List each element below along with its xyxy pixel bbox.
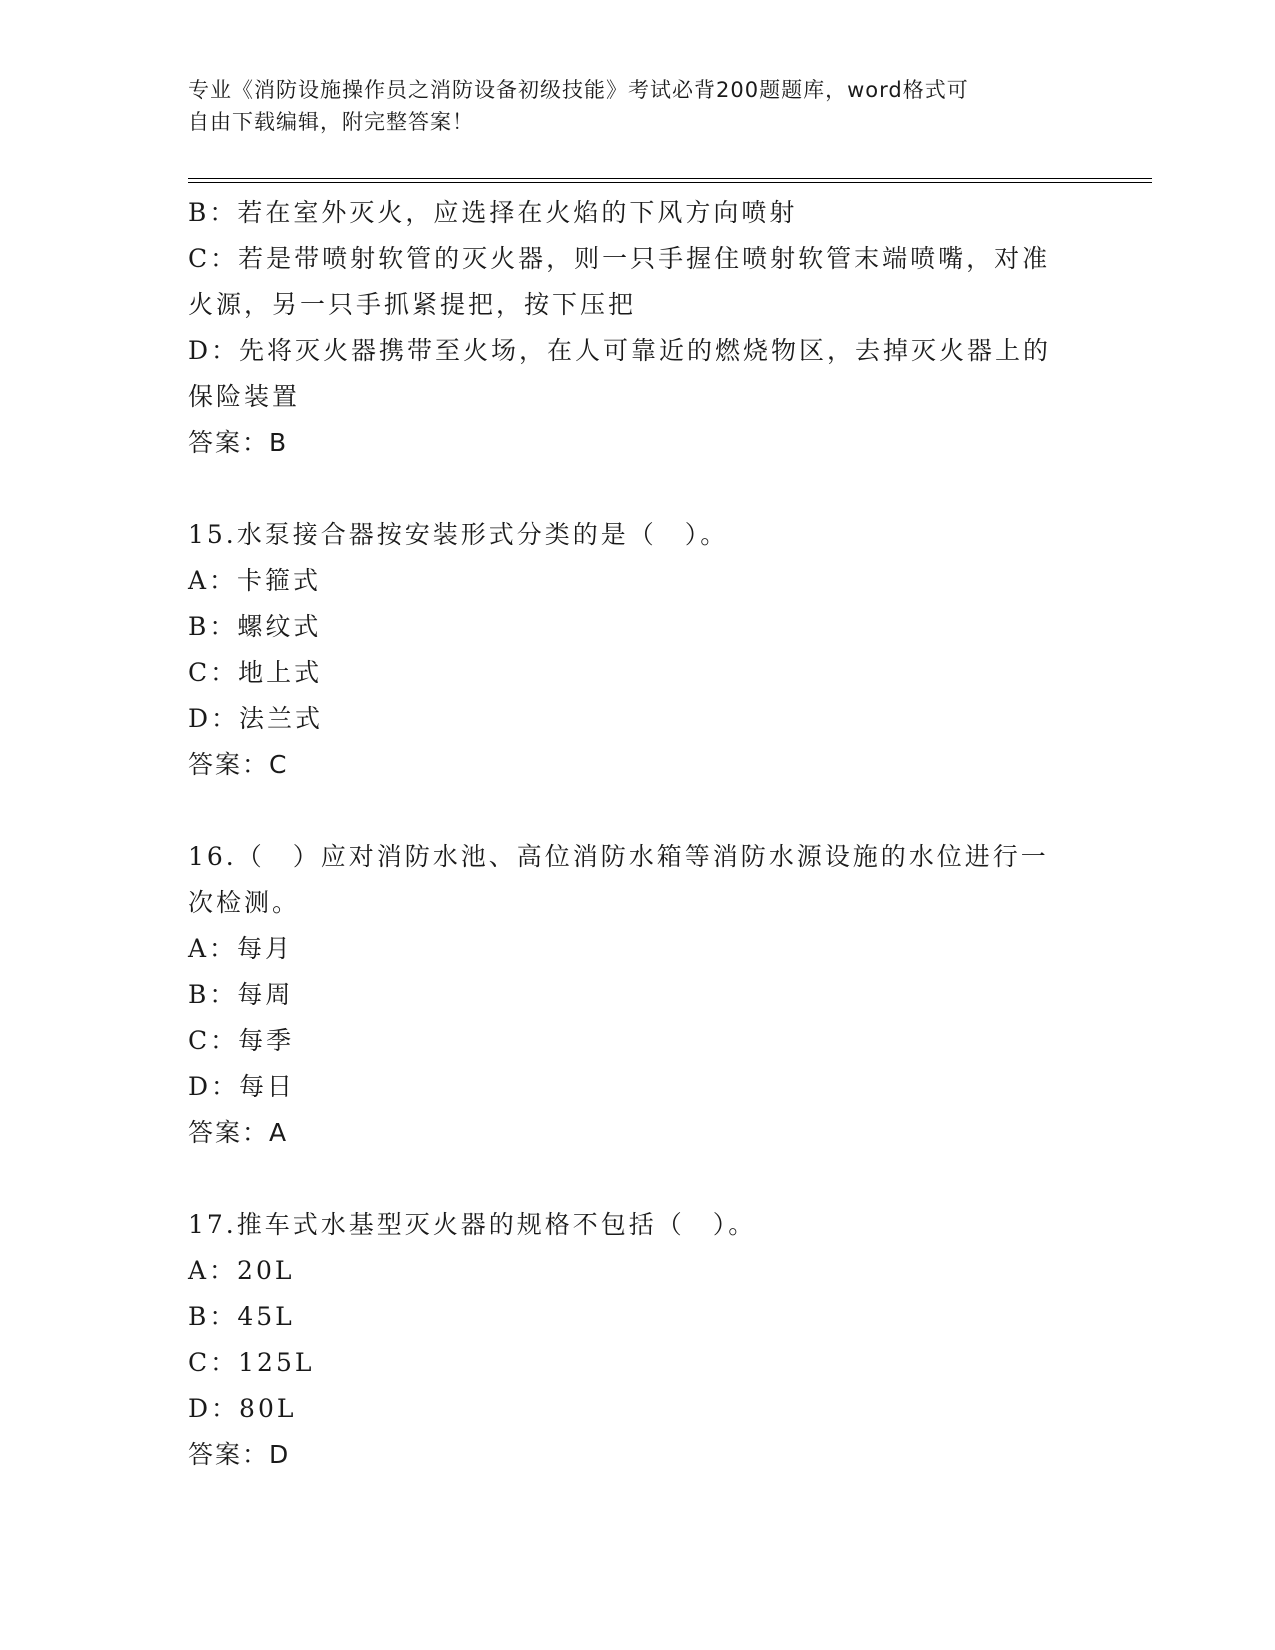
prev-question <box>188 190 1088 466</box>
option-line: C：若是带喷射软管的灭火器，则一只手握住喷射软管末端喷嘴，对准 <box>188 244 1051 273</box>
option-b: B：45L <box>188 1302 295 1331</box>
question-content <box>188 190 1088 1478</box>
question-text: 15.水泵接合器按安装形式分类的是（ ）。 <box>188 520 729 549</box>
document-header <box>188 74 1068 138</box>
option-c: C：125L <box>188 1348 315 1377</box>
option-a: A：每月 <box>188 934 294 963</box>
header-line-2: 自由下载编辑，附完整答案！ <box>188 110 474 134</box>
option-d: D：每日 <box>188 1072 296 1101</box>
answer-line: 答案：C <box>188 750 289 779</box>
option-b: B：每周 <box>188 980 294 1009</box>
answer-line: 答案：B <box>188 428 289 457</box>
option-line: 火源，另一只手抓紧提把，按下压把 <box>188 290 637 319</box>
question-16 <box>188 834 1088 1156</box>
header-line-1: 专业《消防设施操作员之消防设备初级技能》考试必背200题题库，word格式可 <box>188 78 969 102</box>
header-divider-bottom <box>188 182 1152 183</box>
question-text: 次检测。 <box>188 888 301 917</box>
answer-line: 答案：A <box>188 1118 289 1147</box>
option-b: B：螺纹式 <box>188 612 322 641</box>
option-c: C：每季 <box>188 1026 295 1055</box>
question-15 <box>188 512 1088 788</box>
answer-line: 答案：D <box>188 1440 291 1469</box>
option-a: A：卡箍式 <box>188 566 322 595</box>
option-a: A：20L <box>188 1256 295 1285</box>
question-text: 16.（ ）应对消防水池、高位消防水箱等消防水源设施的水位进行一 <box>188 842 1049 871</box>
option-c: C：地上式 <box>188 658 323 687</box>
option-d: D：80L <box>188 1394 297 1423</box>
option-d: D：法兰式 <box>188 704 324 733</box>
option-line: D：先将灭火器携带至火场，在人可靠近的燃烧物区，去掉灭火器上的 <box>188 336 1052 365</box>
header-divider-top <box>188 178 1152 179</box>
question-text: 17.推车式水基型灭火器的规格不包括（ ）。 <box>188 1210 757 1239</box>
option-line: B：若在室外灭火，应选择在火焰的下风方向喷射 <box>188 198 798 227</box>
question-17 <box>188 1202 1088 1478</box>
option-line: 保险装置 <box>188 382 301 411</box>
